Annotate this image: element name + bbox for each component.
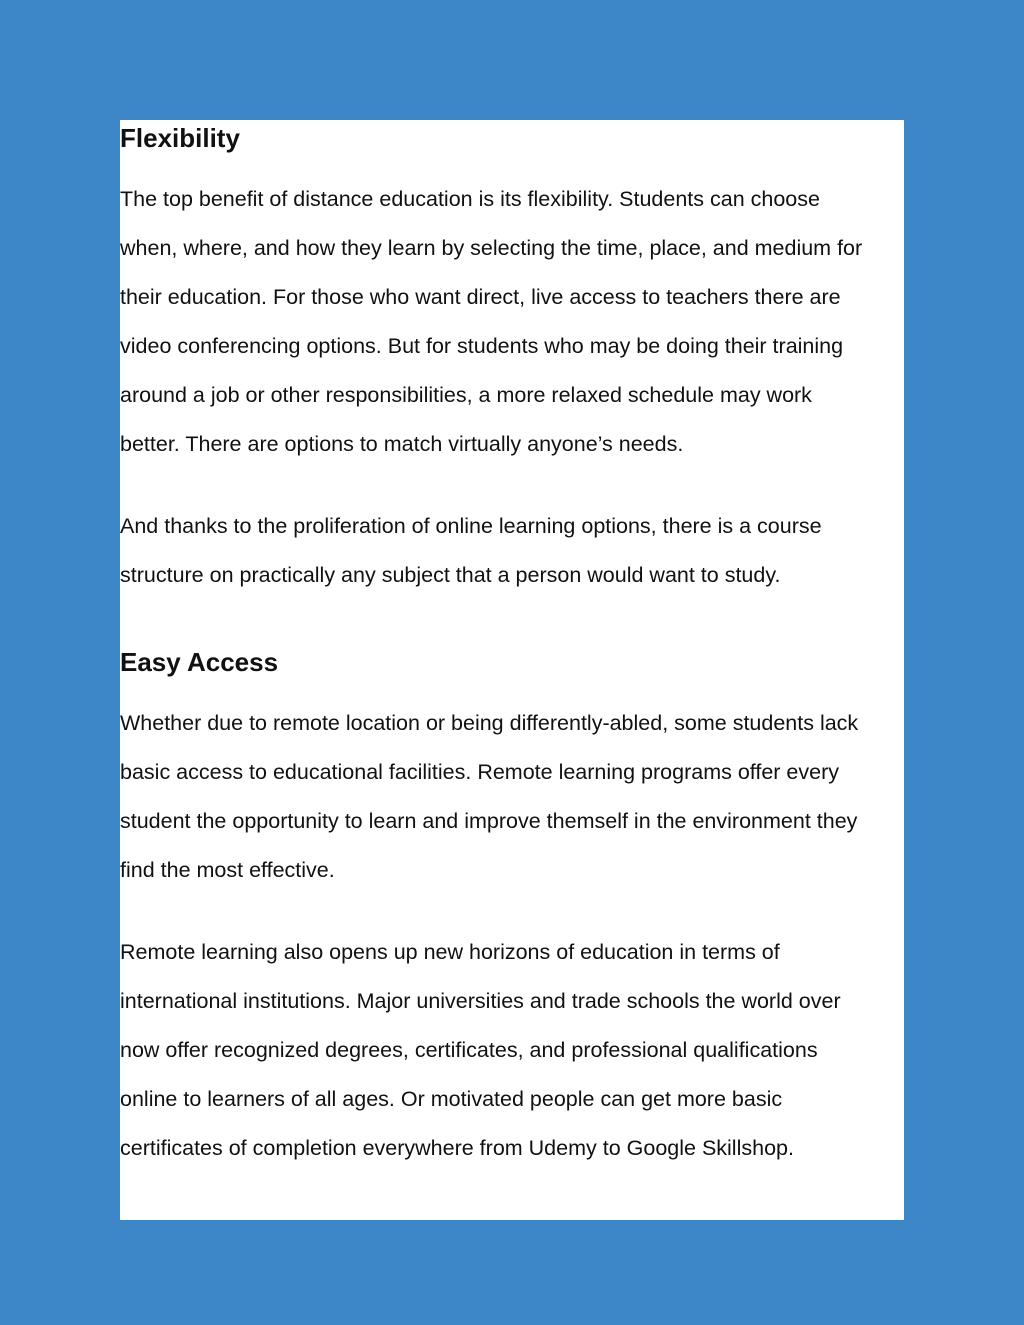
paragraph (120, 175, 862, 469)
paragraph-line: international institutions. Major universities and trade schools the world over (120, 989, 841, 1013)
paragraph-line: Whether due to remote location or being differently-abled, some students lack (120, 711, 859, 735)
paragraph-line: video conferencing options. But for students who may be doing their training (120, 334, 844, 358)
paragraph-line: better. There are options to match virtually anyone’s needs. (120, 432, 684, 456)
paragraph-line: online to learners of all ages. Or motivated people can get more basic (120, 1087, 783, 1111)
paragraph-line: Remote learning also opens up new horizons of education in terms of (120, 940, 780, 964)
paragraph (120, 502, 822, 600)
paragraph (120, 699, 858, 895)
paragraph-line: And thanks to the proliferation of online learning options, there is a course (120, 514, 822, 538)
paragraph-line: basic access to educational facilities. Remote learning programs offer every (120, 760, 840, 784)
paragraph-line: certificates of completion everywhere from Udemy to Google Skillshop. (120, 1136, 794, 1160)
section-title-flexibility: Flexibility (120, 123, 240, 153)
paragraph-line: student the opportunity to learn and improve themself in the environment they (120, 809, 858, 833)
paragraph (120, 928, 841, 1173)
paragraph-line: The top benefit of distance education is its flexibility. Students can choose (120, 187, 820, 211)
paragraph-line: find the most effective. (120, 858, 335, 882)
paragraph-line: their education. For those who want direct, live access to teachers there are (120, 285, 841, 309)
paragraph-line: now offer recognized degrees, certificates, and professional qualifications (120, 1038, 818, 1062)
paragraph-line: around a job or other responsibilities, a more relaxed schedule may work (120, 383, 812, 407)
paragraph-line: structure on practically any subject that a person would want to study. (120, 563, 781, 587)
paragraph-line: when, where, and how they learn by selecting the time, place, and medium for (120, 236, 863, 260)
section-title-easy-access: Easy Access (120, 647, 279, 677)
document-page (120, 120, 904, 1220)
